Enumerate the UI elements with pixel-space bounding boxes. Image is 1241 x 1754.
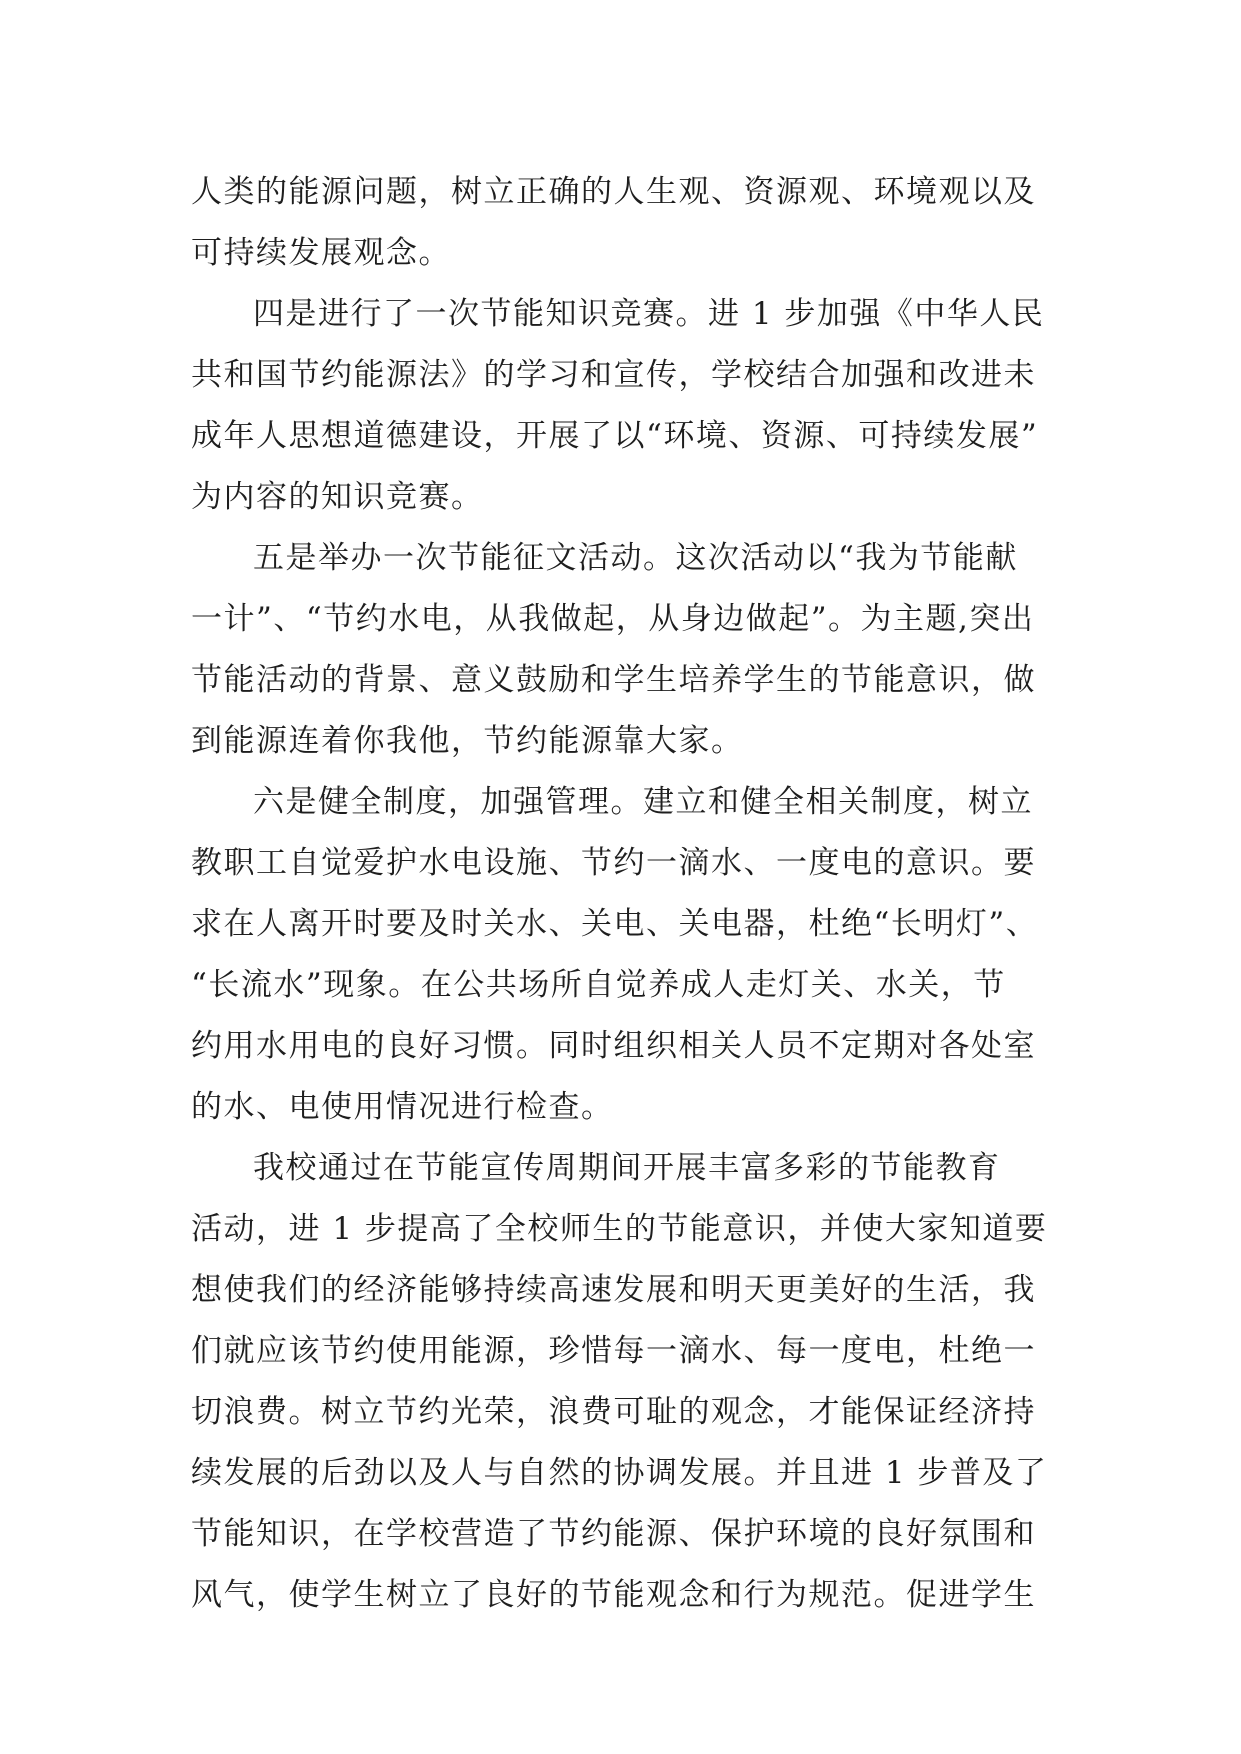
text-line: “长流水”现象。在公共场所自觉养成人走灯关、水关，节 (191, 967, 1006, 1003)
text-line: 共和国节约能源法》的学习和宣传，学校结合加强和改进未 (191, 357, 1036, 393)
text-line: 一计”、“节约水电，从我做起，从身边做起”。为主题,突出 (191, 601, 1035, 637)
text-line: 四是进行了一次节能知识竞赛。进 1 步加强《中华人民 (253, 296, 1045, 332)
text-line: 人类的能源问题，树立正确的人生观、资源观、环境观以及 (191, 174, 1036, 210)
text-line: 六是健全制度，加强管理。建立和健全相关制度，树立 (253, 784, 1033, 820)
text-line: 到能源连着你我他，节约能源靠大家。 (191, 723, 744, 759)
text-line: 约用水用电的良好习惯。同时组织相关人员不定期对各处室 (191, 1028, 1036, 1064)
text-line: 节能知识，在学校营造了节约能源、保护环境的良好氛围和 (191, 1516, 1036, 1552)
text-line: 风气，使学生树立了良好的节能观念和行为规范。促进学生 (191, 1577, 1036, 1613)
text-line: 我校通过在节能宣传周期间开展丰富多彩的节能教育 (253, 1150, 1001, 1186)
text-line: 们就应该节约使用能源，珍惜每一滴水、每一度电，杜绝一 (191, 1333, 1036, 1369)
text-line: 五是举办一次节能征文活动。这次活动以“我为节能献 (253, 540, 1018, 576)
text-line: 切浪费。树立节约光荣，浪费可耻的观念，才能保证经济持 (191, 1394, 1036, 1430)
body-text (191, 162, 1091, 1626)
text-line: 可持续发展观念。 (191, 235, 451, 271)
text-line: 活动，进 1 步提高了全校师生的节能意识，并使大家知道要 (191, 1211, 1048, 1247)
text-line: 教职工自觉爱护水电设施、节约一滴水、一度电的意识。要 (191, 845, 1036, 881)
text-line: 想使我们的经济能够持续高速发展和明天更美好的生活，我 (191, 1272, 1036, 1308)
text-line: 求在人离开时要及时关水、关电、关电器，杜绝“长明灯”、 (191, 906, 1039, 942)
text-line: 为内容的知识竞赛。 (191, 479, 484, 515)
text-line: 的水、电使用情况进行检查。 (191, 1089, 614, 1125)
text-line: 节能活动的背景、意义鼓励和学生培养学生的节能意识，做 (191, 662, 1036, 698)
text-line: 成年人思想道德建设，开展了以“环境、资源、可持续发展” (191, 418, 1039, 454)
text-line: 续发展的后劲以及人与自然的协调发展。并且进 1 步普及了 (191, 1455, 1048, 1491)
